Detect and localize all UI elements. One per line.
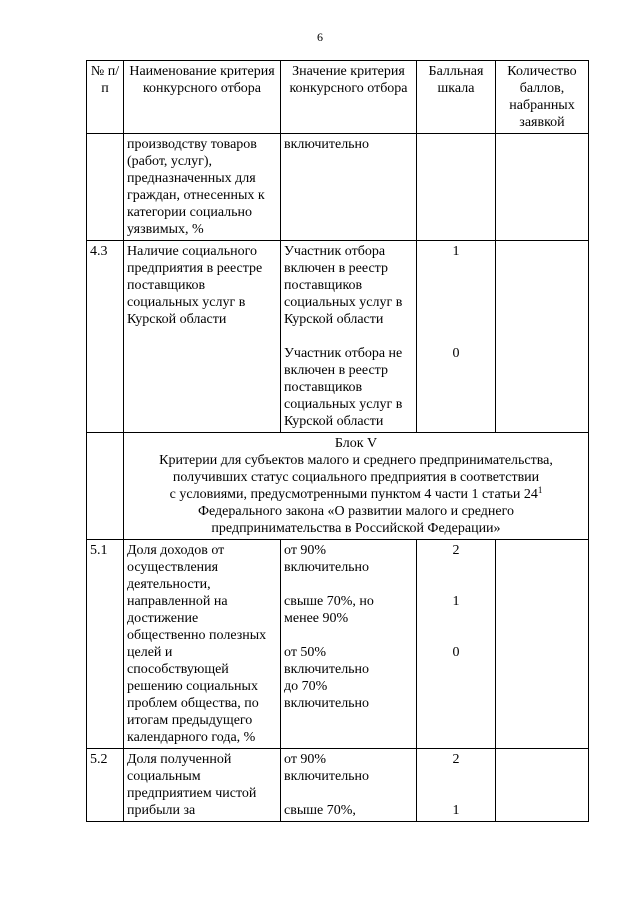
block-num	[87, 433, 124, 540]
block-line: Федерального закона «О развитии малого и среднего	[197, 504, 515, 519]
row-count	[496, 749, 589, 822]
row-value-cell	[281, 749, 417, 822]
criteria-table	[86, 60, 589, 822]
value-option: от 50% включительно до 70% включительно	[284, 645, 370, 711]
row-num: 5.2	[87, 749, 124, 822]
row-value-cell	[281, 241, 417, 433]
footnote-marker: 1	[537, 485, 543, 495]
score-value: 1	[452, 244, 460, 259]
score-value: 1	[452, 803, 460, 818]
row-count	[496, 134, 589, 241]
row-name: производству товаров (работ, услуг), предназначенных для граждан, отнесенных к категории социально уязвимых, %	[124, 134, 281, 241]
row-score-cell	[417, 241, 496, 433]
value-option: Участник отбора не включен в реестр поставщиков социальных услуг в Курской области	[284, 346, 403, 429]
row-count	[496, 241, 589, 433]
row-count	[496, 540, 589, 749]
row-num: 4.3	[87, 241, 124, 433]
block-line: предпринимательства в Российской Федерации»	[211, 521, 501, 536]
header-value: Значение критерия конкурсного отбора	[281, 61, 417, 134]
table-row	[87, 540, 589, 749]
row-score	[417, 134, 496, 241]
row-score-cell	[417, 749, 496, 822]
row-name: Наличие социального предприятия в реестре поставщиков социальных услуг в Курской области	[124, 241, 281, 433]
score-value: 1	[452, 594, 460, 609]
score-value: 2	[452, 752, 460, 767]
block-line: получивших статус социального предприятия в соответствии	[172, 470, 540, 485]
value-option: свыше 70%, но менее 90%	[284, 594, 374, 626]
value-option: Участник отбора включен в реестр поставщиков социальных услуг в Курской области	[284, 244, 403, 327]
score-value: 0	[452, 346, 460, 361]
block-line: Критерии для субъектов малого и среднего предпринимательства,	[159, 453, 553, 468]
table-row	[87, 134, 589, 241]
header-num: № п/п	[87, 61, 124, 134]
value-option: от 90% включительно	[284, 752, 370, 784]
value-option: свыше 70%,	[284, 803, 356, 818]
table-row	[87, 749, 589, 822]
header-count: Количество баллов, набранных заявкой	[496, 61, 589, 134]
row-name: Доля доходов от осуществления деятельности, направленной на достижение общественно полезных целей и способствующей решению социальных проблем общества, по итогам предыдущего календарного года, %	[124, 540, 281, 749]
value-option: от 90% включительно	[284, 543, 370, 575]
header-name: Наименование критерия конкурсного отбора	[124, 61, 281, 134]
table-row	[87, 241, 589, 433]
row-name: Доля полученной социальным предприятием чистой прибыли за	[124, 749, 281, 822]
row-num: 5.1	[87, 540, 124, 749]
score-value: 0	[452, 645, 460, 660]
block-title: Блок V	[334, 436, 378, 451]
row-num	[87, 134, 124, 241]
header-scale: Балльная шкала	[417, 61, 496, 134]
row-score-cell	[417, 540, 496, 749]
page-number: 6	[317, 30, 323, 44]
row-value: включительно	[281, 134, 417, 241]
block-v-row	[87, 433, 589, 540]
block-v-heading	[124, 433, 589, 540]
row-value-cell	[281, 540, 417, 749]
score-value: 2	[452, 543, 460, 558]
header-row	[87, 61, 589, 134]
block-line: с условиями, предусмотренными пунктом 4 части 1 статьи 24	[169, 487, 538, 502]
